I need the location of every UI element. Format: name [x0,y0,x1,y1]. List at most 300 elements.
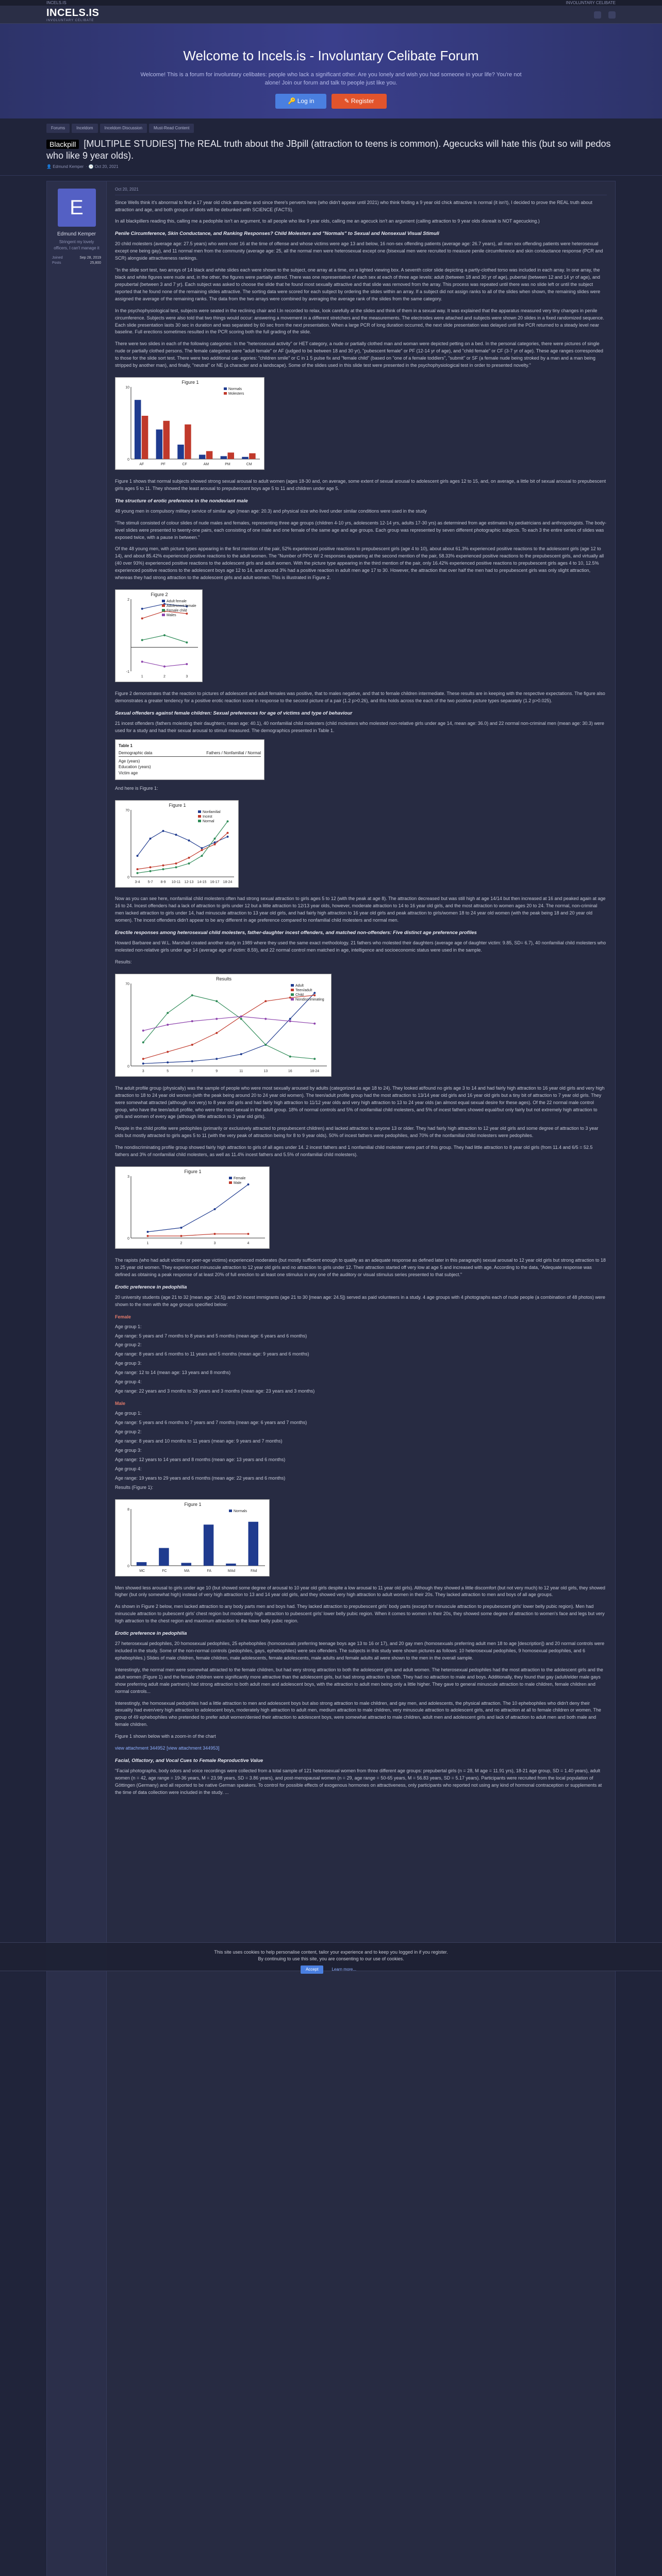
data-point [289,1055,291,1057]
data-point [289,1018,291,1020]
post-paragraph: 27 heterosexual pedophiles, 20 homosexual pedophiles, 25 ephebophiles (homosexuals preferring teenage boys age 13 to 16 or 17), and 20 gay men (homosexuals preferring adult men 18 to age [description]) and 20 normal controls were included in the study. Some of the non-normal controls (pedophiles, gays, ephebophiles) were sex offenders. The subjects in this study were shown pictures as follows: 10 heterosexual pedophiles, 9 homosexual pedophiles, and 6 ephebophiles.) Slides of male children, female children, male adolescents, female adolescents, male adults and female adults all were shown to the men in the overall sample. [115,1640,605,1660]
bar [228,453,235,460]
series-line [148,1184,249,1232]
age-group-line: Age group 2: [115,1429,142,1435]
chart-title: Figure 2 [151,592,168,598]
data-point [180,1235,183,1237]
joined-label: Joined [52,256,63,260]
posts-value: 25,800 [90,261,101,265]
data-point [227,836,229,838]
bar [185,425,191,459]
data-point [167,1050,169,1053]
x-tick-label: 2 [163,675,166,679]
data-point [227,820,229,822]
data-point [289,1020,291,1022]
breadcrumb [0,118,662,136]
table-title: Table 1 [119,743,133,748]
welcome-banner [0,24,662,118]
post-paragraph: The nondiscriminating profile group showed fairly high attraction to girls of all ages under 14. 2 incest fathers and 1 nonfamilial child molester were part of this group. They had little attraction to 8 year old girls (from 11.4 and 6/5 = 52.5 fathers and 3% of nonfamilial child molesters, as well as 11.4% incest fathers and 5.5% of nonfamilial child molesters). [115,1145,593,1158]
post-date[interactable]: Oct 20, 2021 [115,187,607,195]
y-tick-label: 70 [125,982,129,986]
data-point [264,1000,267,1002]
age-group-line: Age range: 22 years and 3 months to 28 years and 3 months (mean age: 23 years and 3 months) [115,1388,315,1394]
x-tick-label: 7 [191,1069,193,1073]
breadcrumb-item[interactable]: Inceldom Discussion [100,124,147,133]
section-heading: The structure of erotic preference in the nondeviant male [115,498,248,504]
y-tick-label: -1 [126,670,129,674]
bar [204,1524,214,1566]
legend-label: Normals [234,1509,247,1513]
data-point [240,1018,242,1020]
post-paragraph: The rapists (who had adult victims or peer-age victims) experienced moderates (but mostly sufficient enough to qualify as an adequate response as defined later in this paragraph) sexual arousal to 12 year old girls but strong attraction to 18 to 25 year old women. They experienced minuscule attraction to 12 year old girls and no attraction to girls under 12. Their attraction started off very low at age 5 and increased with age. According to the data, "Adequate response was defined as obtaining a peak response of at least 20% of full erection to at least one stimulus in any one of the auditory or visual stimulus series presented to that subject." [115,1258,606,1277]
x-tick-label: 12-13 [184,880,194,884]
section-heading: Facial, Olfactory, and Vocal Cues to Female Reproductive Value [115,1758,263,1764]
data-point [313,994,316,996]
site-logo[interactable] [46,8,99,22]
chart-title: Results [216,976,232,981]
data-point [216,1032,218,1034]
legend-swatch [291,993,294,996]
legend-swatch [162,609,165,612]
post-paragraph: 48 young men in compulsory military service of similar age (mean age: 20.3) and physical size who lived under similar conditions were used in the study [115,508,427,514]
legend-swatch [229,1181,232,1184]
x-tick-label: 1 [146,1242,149,1246]
x-tick-label: 2 [180,1242,183,1246]
legend-label: Teen/adult [295,988,312,992]
legend-swatch [162,600,165,602]
age-group-line: Age group 3: [115,1447,142,1453]
top-strip [0,0,662,6]
series-line [138,821,228,873]
register-label: Register [351,97,374,105]
data-point [163,666,166,668]
x-tick-label: 8-9 [160,880,166,884]
y-tick-label: 0 [127,1564,129,1568]
data-point [216,1000,218,1002]
age-group-line: Age group 2: [115,1342,142,1348]
legend-swatch [291,989,294,991]
chart-figure-3[interactable] [115,800,239,888]
data-point [227,832,229,834]
age-group-line: Age group 3: [115,1361,142,1366]
age-group-line: Age range: 12 to 14 (mean age: 13 years and 8 months) [115,1370,231,1376]
post-paragraph: "In the slide sort test, two arrays of 14 black and white slides each were shown to the subject, one array at a time, on a lighted viewing box. A seventh color slide depicting a partly-clothed torso was included in each array. In one array, the black and white figures were nude and, in the other, the figures were partially attired. There was one representative of each sex at each of three age levels: adult (between 18 and 30 yr of age), pubertal (between 12 and 14 yr of age), and prepubertal (between 3 and 7 yr). Each subject was asked to choose the slide that he found most sexually attractive and that slide was removed from the array. This process was repeated until there was no slide left or until the subject reported that he found none of the remaining slides attractive. The sorting data were scored for each subject by ordering the slides within an array. If a subject did not assign ranks to all of the slides when shown, the remaining slides were assigned the average of the remaining ranks. The data from the two arrays were combined by averaging the average rank of the slides from the same category. [115,267,601,301]
x-tick-label: AM [203,463,209,467]
top-strip-tagline: INVOLUNTARY CELIBATE [566,0,616,5]
post-paragraph: In the psychophysiological test, subjects were seated in the reclining chair and I.In recorded to relax, look carefully at the slides and think of them in a sexual way. It was explained that the apparatus measured very tiny changes in penile circumference. Subjects were also told that two things would occur: answering a movement in a different stretchers and the measurements. The electrodes were attached and subjects were shown 20 slides in a fixed randomized sequence. Each slide presentation lasts 30 sec in duration and was separated by 60 sec from the next presentation. When a large PCR of long duration occurred, the next slide presentation was delayed until the PCR returned to a steady level near baseline. Full erections sometimes resulted in the PCR scoring both the full grading of the slide. [115,308,604,335]
x-tick-label: 3 [213,1242,216,1246]
table-row: Age (years) [119,758,140,764]
legend-label: Adolescent female [167,604,196,608]
post-paragraph: Results (Figure 1): [115,1484,154,1490]
data-point [240,1015,242,1018]
legend-label: Incest [203,815,212,819]
table-header-right: Fathers / Nonfamilial / Normal [206,751,261,756]
top-strip-brand: INCELS.IS [46,0,67,5]
data-point [150,837,152,839]
age-group-line: Age range: 19 years to 29 years and 6 months (mean age: 22 years and 6 months) [115,1475,286,1481]
thread-date[interactable]: Oct 20, 2021 [94,164,119,170]
data-point [313,1022,316,1024]
legend-label: Adult female [167,600,187,604]
bar [135,400,141,459]
post-paragraph: Of the 48 young men, with picture types appearing in the first mention of the pair, 52% experienced positive reactions to prepubescent girls (age 4 to 10), about about 61.3% experienced positive reactions to the adolescent girls (age 12 to 14), and about 85.42% experienced positive reactions to the adult women. The "Number of PPG W/ 2 responses appearing at the second mention of the pair, 58.33% experienced positive reactions to the prepubescent girls, and virtually all (40 over 93%) experienced positive reactions to the adolescent girls and adult women. With the picture type appearing in the third mention of the pair, only 16.42% experienced positive reactions to prepubescent girls ages 4 to 10, 12.5% experienced positive reactions to the adolescent boys age 12 to 14, and around 3% had a positive reaction in adult men age 17 to 30. However, the attraction that over half the men had to prepubescent girls was only slight attraction, whereas they had strong attraction to the adolescent girls and adult women. This is illustrated in Figure 2. [115,546,604,581]
search-icon[interactable] [594,11,601,19]
data-point [163,634,166,636]
post-paragraph: Howard Barbaree and W.L. Marshall created another study in 1989 where they used the same exact methodology. 21 fathers who molested their daughters (average age of daughter victim: 9.85, SD= 6.7), 40 nonfamilial child molesters who molested non-relative girls under age 14 (average age of victim: 8.59), and 22 normal control men matched in age, intelligence and socioeconomic status were used in the sample. [115,940,606,953]
clock-icon: 🕒 [88,164,95,170]
age-group-line: Age group 4: [115,1466,142,1471]
data-point [141,617,143,619]
data-point [142,1029,144,1031]
data-point [191,1044,193,1046]
post-paragraph: People in the child profile were pedophiles (primarily or exclusively attracted to prepubescent children) and lacked attraction to anyone 13 or older. They had fairly high attraction to 12 year old girls and some degree of attraction to 3 year olds but mostly attracted to girls ages 5 to 11 (with the very peak of attraction being for 8 to 9 year olds). 50% of incest fathers were pedophiles, and 70% of the nonfamilial child molesters were pedophiles. [115,1126,599,1139]
cookie-text: This site uses cookies to help personalise content, tailor your experience and to keep you logged in if you register. [214,1950,448,1955]
bar [226,1563,236,1565]
chart-figure-6[interactable] [115,1499,270,1577]
data-point [247,1233,250,1235]
chart-title: Figure 1 [169,802,186,808]
x-tick-label: PM [225,463,230,467]
post-paragraph: Since Wells think it's abnormal to find a 17 year old chick attractive and since there's perverts here (who didn't appear until 2021) who think finding a 9 year old chick attractive is normal (it isn't), I decided to prove the REAL truth about attraction and age, and both groups of idiots will be debunked with SCIENCE (FACTS). [115,199,592,212]
data-point [142,1058,144,1060]
x-tick-label: 11 [239,1069,243,1073]
series-line [138,831,228,855]
legend-label: Male [234,1181,242,1185]
legend-swatch [224,387,227,390]
x-tick-label: 18-24 [310,1069,320,1073]
group-label: Female [115,1314,131,1319]
data-point [191,1020,193,1022]
series-line [148,1234,249,1236]
table-header [119,750,261,757]
section-heading: Sexual offenders against female children: Sexual preferences for age of victims and type of behaviour [115,710,353,716]
thread-prefix[interactable]: Blackpill [46,140,79,149]
age-group-line: Age range: 12 years to 14 years and 8 months (mean age: 13 years and 6 months) [115,1456,286,1462]
x-tick-label: 16-17 [210,880,220,884]
post-paragraph: Interestingly, the normal men were somewhat attracted to the female children, but had very strong attraction to both the adolescent girls and adult women. The heterosexual pedophiles had the most attraction to the adolescent girls and the adult women (Figure 1) and the female children were significantly more attractive than the adolescent girls, but had strong attraction to both. They had no attraction to male and boys. Additionally, they found that gay (adult/elder male gays show preferring adult male partners) had strong attraction to both adult men and adolescent boys, with the attraction to adult men being only a little higher. They gave to general minuscule attraction to male children, female children and normal controls... [115,1667,603,1694]
login-icon: 🔑 [288,97,297,105]
y-tick-label: 3 [127,1175,129,1179]
data-point [214,837,216,839]
legend-swatch [291,984,294,987]
x-tick-label: CM [246,463,252,467]
table-row: Victim age [119,770,138,775]
cookie-learn-more-link[interactable]: Learn more... [332,1967,357,1972]
series-line [143,995,315,1059]
thread-title [46,138,616,162]
logo-text: INCELS.IS [46,7,100,19]
data-point [214,1208,216,1210]
x-tick-label: MAd [227,1569,236,1573]
post-paragraph: Results: [115,959,132,964]
x-tick-label: PF [161,463,166,467]
x-tick-label: MA [184,1569,190,1573]
data-point [147,1231,149,1233]
chart-title: Figure 1 [184,1501,202,1507]
x-tick-label: 3-4 [135,880,140,884]
data-point [188,856,190,858]
bar [221,456,227,460]
series-line [143,1016,315,1030]
joined-value: Sep 28, 2019 [79,256,101,260]
series-line [143,995,315,1059]
data-point [137,868,139,870]
x-tick-label: 5 [167,1069,169,1073]
data-point [216,1018,218,1020]
author-icon: 👤 [46,164,53,170]
data-point [188,839,190,841]
data-point [175,862,177,865]
age-group-line: Age range: 8 years and 6 months to 11 years and 5 months (mean age: 9 years and 6 months) [115,1351,309,1357]
x-tick-label: 13 [263,1069,268,1073]
demographics-table [115,739,264,780]
age-group-line: Age group 1: [115,1411,142,1416]
post-paragraph: And here is Figure 1: [115,785,158,791]
legend-swatch [229,1510,232,1512]
y-tick-label: 0 [127,1237,129,1241]
data-point [175,866,177,868]
data-point [162,864,164,866]
bar [142,416,148,459]
user-stat-posts [52,261,101,266]
data-point [150,866,152,868]
data-point [175,834,177,836]
cookie-notice [0,1942,662,1971]
x-tick-label: 9 [216,1069,218,1073]
post-paragraph: As shown in Figure 2 below, men lacked attraction to any body parts men and boys had. They lacked attraction to prepubescent girls' body parts (except for minuscule attraction to prepubescent girls' lower belly pubic region). Men had minuscule attraction to pubescent girls' chest region but moderately high attraction to pubescent girls' lower belly pubic region. When it comes to women in their 20s, they showed some degree of attraction to women's face and legs but very high attraction to the chest region and maximum attraction to the lower belly pubic region. [115,1604,605,1624]
data-point [214,843,216,845]
chart-figure-4[interactable] [115,974,332,1077]
legend-label: Female [234,1177,246,1181]
bar [163,421,170,459]
username[interactable]: Edmund Kemper [57,231,96,237]
legend-label: Males [167,614,176,618]
post-paragraph: Figure 1 shown below with a zoom-in of the chart [115,1734,216,1739]
data-point [162,829,164,832]
bar [137,1562,147,1566]
data-point [313,992,316,994]
bar [206,451,213,459]
chart-figure-5[interactable] [115,1166,270,1249]
welcome-text: Welcome! This is a forum for involuntary celibates: people who lack a significant other. Are you lonely and wish you had someone in your life? You're not alone! Join our forum and talk to people just like you. [140,71,522,86]
auth-buttons [0,94,662,109]
legend-label: Adult [295,984,304,988]
bar [156,430,163,459]
breadcrumb-item[interactable]: Inceldom [72,124,97,133]
logo-subtitle: INVOLUNTARY CELIBATE [46,19,94,22]
data-point [191,1060,193,1062]
post-paragraph: In all blackpillers reading this, calling me a pedophile isn't an argument, to all people who like 9 year olds, calling me an agecuck isn't an argument (calling attraction to 9 year olds disrealt is NOT agecucking.) [115,218,540,224]
post-paragraph: "The stimuli consisted of colour slides of nude males and females, representing three age groups (children 4-10 yrs, adolescents 12-14 yrs, adults 17-30 yrs) as determined from age estimates by pediatricians and anthropologists. The body-level slides were presented to twenty-one pairs, each consisting of one male and one female of the same age and age groups. Each group was represented by seven different photographic subjects. To each 3 the entire series of slides was exposed twice, with a pause in between." [115,520,607,540]
chart-title: Figure 1 [181,380,199,385]
x-tick-label: 4 [247,1242,250,1246]
data-point [264,1044,267,1046]
data-point [191,994,193,996]
figure-caption: Figure 1 shows that normal subjects showed strong sexual arousal to adult women (ages 18-30 and, on average, some extent of sexual arousal to adolescent girls ages 12 to 15, and, on average, a little bit of sexual arousal to prepubescent girls ages 5 to 11. They showed the least arousal to prepubescent boys age 5 to 11 and children under age 5. [115,479,606,492]
y-tick-label: 0 [127,458,129,462]
x-tick-label: FC [162,1569,167,1573]
data-point [141,660,143,663]
breadcrumb-item[interactable]: Must-Read Content [149,124,194,133]
data-point [141,639,143,641]
user-title: Stringent my lovely officers, I can't manage it [54,240,100,251]
cookie-buttons [0,1965,662,1974]
bar [177,445,184,459]
section-heading: Erectile responses among heterosexual child molesters, father-daughter incest offenders, and matched non-offenders: Five distinct age preference profiles [115,930,477,936]
y-tick-label: 0 [127,1064,129,1069]
data-point [216,1058,218,1060]
welcome-title: Welcome to Incels.is - Involuntary Celibate Forum [183,48,479,63]
legend-swatch [229,1177,232,1179]
group-label: Male [115,1401,126,1406]
data-point [247,1183,250,1185]
age-group-line: Age range: 5 years and 6 months to 7 years and 7 months (mean age: 6 years and 7 months) [115,1420,307,1426]
cookie-text-consent: By continuing to use this site, you are consenting to our use of cookies. [258,1956,404,1962]
thread-title-text: [MULTIPLE STUDIES] The REAL truth about the JBpill (attraction to teens is common). Agecucks will hate this (but so will pedos who like 9 year olds). [46,138,611,161]
bar [199,455,206,459]
data-point [201,847,203,849]
posts-label: Posts [52,261,61,265]
post-paragraph: 20 university students (age 21 to 32 [mean age: 24.5]) and 20 incest immigrants (age 21 to 30 [mean age: 24.5]) served as paid volunteers in a study. 4 age groups with 4 photographs each of nude people (a combination of 48 photos) were shown to the men with the age groups specified below: [115,1294,605,1307]
legend-swatch [291,998,294,1001]
bar [249,453,256,459]
data-point [186,613,188,615]
thread-header [0,136,662,176]
user-pane [47,181,107,2576]
x-tick-label: MC [139,1569,145,1573]
login-button[interactable] [275,94,326,109]
x-tick-label: CF [182,463,187,467]
data-point [214,841,216,843]
chart-figure-1[interactable] [115,377,264,470]
age-group-line: Age range: 5 years and 7 months to 8 years and 5 months (mean age: 6 years and 6 months) [115,1333,307,1338]
bar [159,1548,169,1565]
post-paragraph: Now as you can see here, nonfamilial child molesters often had strong sexual attraction to girls ages 5 to 12 (with the peak at age 8). The attraction decreased but was still high at age 14/14 but then increased at 16 and peaked again at age 16 to 24. Incest offenders had a lack of attraction to girls under 12 but a little attraction to 12/13 year olds, however, moderate attraction to 14 to 16 year old girls, and the most attraction to women ages 20 to 24. The normal, non-criminal men lacked attraction to girls under 14, had minuscule attraction to 13 year old girls, and had fairly high attraction to 16 year old girls and peak attraction to girls/women 18 to 24 year old women (with the peak being 18 and 20 year old women). The incest offenders didn't appear to be any different in age preference compared to nonfamilial child molesters and normal men. [115,896,606,923]
legend-label: Nondiscriminating [295,997,324,1002]
chart-figure-2[interactable] [115,589,203,682]
data-point [162,868,164,870]
section-heading: Erotic preference in pedophilia [115,1284,187,1290]
table-row: Education (years) [119,765,151,770]
data-point [147,1235,149,1237]
data-point [201,849,203,851]
age-group-line: Age group 1: [115,1324,142,1329]
legend-swatch [224,392,227,395]
data-point [214,1233,216,1235]
thread-meta: 👤 Edmund Kemper · 🕒 Oct 20, 2021 [46,164,119,170]
user-stat-joined [52,256,101,261]
register-button[interactable] [332,94,386,109]
data-point [186,663,188,665]
legend-label: Child [295,993,304,997]
data-point [180,1227,183,1229]
y-tick-label: 8 [127,1507,129,1512]
female-age-groups [115,1314,607,1396]
series-line [143,993,315,1063]
data-point [167,1012,169,1014]
data-point [240,1053,242,1055]
legend-label: Normal [203,819,214,823]
age-group-line: Age group 4: [115,1379,142,1385]
x-tick-label: 3 [142,1069,144,1073]
data-point [201,855,203,857]
menu-icon[interactable] [608,11,616,19]
post-paragraph: "Facial photographs, body odors and voice recordings were collected from a total sample of 121 heterosexual women from three different age groups: prepubertal girls (n = 28, M age = 11.91 yrs), 18-21 age group, SD = 1.40 years), adult women (n = 42, age range = 19-36 years, M = 23.98 years, SD = 3.86 years), and post-menopausal women (n = 29, age range = 50-65 years, M = 56.83 years, SD = 5.17 years). Participants were recruited from the local population of Göttingen (Germany) and all reported to be native German speakers. To control for possible effects of exogenous hormones on attractiveness, only participants who reported not using any kind of hormonal contraception or supplements at the time of data collection were included in the study. ... [115,1768,602,1795]
x-tick-label: FA [207,1569,211,1573]
chart-title: Figure 1 [184,1169,202,1175]
data-point [141,608,143,610]
legend-swatch [162,604,165,607]
x-tick-label: FAd [251,1569,257,1573]
data-point [167,1061,169,1063]
post-paragraph: 21 incest offenders (fathers molesting their daughters; mean age: 40.1), 40 nonfamilial child molesters (child molesters who molested non-relative girls under age 14, mean age: 36.0) and 22 normal non-criminal men (mean age: 30.3) were used for a study and had their sexual arousal to stimuli measured. The demographics presented in Table 1. [115,720,604,733]
register-icon: ✎ [344,97,351,105]
y-tick-label: 0 [127,875,129,879]
data-point [137,855,139,857]
post-paragraph: 20 child molesters (average age: 27.5 years) who were over 16 at the time of offense and whose victims were age 13 and below, 16 non-sex offending patients (average age: 26.7 years), all men sex offending patients were heterosexual except one being gay), and 11 normal men from the community (average age: 25, all the normal men were heterosexual except one (bisexual men were recruited to measure penile circumference and skin conductance response (PCR and SCR) alongside attractiveness rankings. [115,241,603,261]
x-tick-label: 5-7 [147,880,153,884]
x-tick-label: 14-15 [197,880,207,884]
legend-swatch [162,614,165,616]
data-point [186,641,188,643]
y-tick-label: 2 [127,598,129,602]
table-header-left: Demographic data [119,751,153,756]
x-tick-label: 1 [141,675,143,679]
data-point [313,1058,316,1060]
legend-label: Normals [228,387,242,392]
post [46,181,616,2576]
section-heading: Erotic preference in pedophilia [115,1631,187,1637]
bar [242,457,249,459]
data-point [264,1018,267,1020]
legend-label: Molesters [228,392,244,396]
data-point [188,862,190,865]
data-point [137,872,139,874]
legend-label: Nonfamilial [203,810,221,814]
post-paragraph: There were two slides in each of the following categories: In the "heterosexual activity" or HET category, a nude or partially clothed man and woman were depicted petting on a bed. In the personal categories, there were pictures of single nude or partially clothed persons. The female categories were "adult female" or AF (judged to be between 18 and 30 yr), "pubescent female" or PF (12-14 yr of age), and "child female" or CF (3-7 yr of age). These age ranges corresponded to those for the slide sort test. There were two additional cat- egories: "children smile" or C in 1 5 pulse fix and "female child" (based on "one of a female toddlers", "submit" or SF (a female nude being stroked by a man and a man being stripped by another man), and finally, "neutral" or NE (a character and a landscape). Some of the slides used in this slide test were presented in the psychophysiological test in order to presented novelty." [115,341,603,368]
breadcrumb-item[interactable]: Forums [46,124,70,133]
thread-author[interactable]: Edmund Kemper [53,164,84,170]
login-label: Log in [297,97,315,105]
attachment-link[interactable]: view attachment 344952 [view attachment 344953] [115,1745,220,1751]
post-paragraph: Men showed less arousal to girls under age 10 (but showed some degree of arousal to 10 year old girls despite a low arousal to 11 year old girls). Although they showed a little discomfort (but not very much) to 12 year old girls, they showed higher (but only somewhat high) instead of very high attraction to 13 and 14 year old girls, and they showed very high attraction to adult women in their 20s. They lacked attraction to men and boys of all age groups. [115,1585,605,1598]
y-tick-label: 70 [125,808,129,812]
male-age-groups [115,1400,607,1482]
x-tick-label: 18-24 [223,880,233,884]
legend-label: Female child [167,609,187,613]
avatar[interactable]: E [58,189,96,227]
x-tick-label: 3 [186,675,188,679]
bar [181,1563,192,1566]
series-line [142,635,187,642]
y-tick-label: 10 [125,386,129,390]
legend-swatch [198,820,201,822]
figure-caption: Figure 2 demonstrates that the reaction to pictures of adolescent and adult females was positive, that to males negative, and that to female children intermediate. These results are in keeping with the respective expectations. The figure also demonstrates a greater tendency for a positive erotic reaction score in response to the second picture of a pair (1.2 p>0.26), and this holds across the each of the two positive picture types separately (1.2 p>0.025). [115,691,605,704]
age-group-line: Age range: 8 years and 10 months to 11 years (mean age: 9 years and 7 months) [115,1438,283,1444]
post-paragraph: The adult profile group (physically) was the sample of people who were most sexually aroused by adults (categorized as age 18 to 24). They looked at/found no girls age 3 to 14 and had fairly high attraction to 16 year old girls and very high attraction to 18 to 24 year old women (with the peak being around 20 to 24 year old women). The teen/adult profile group had the most attraction to 13/14 year old girls and 16 year old girls but a tiny bit of attraction to 7 year old girls. They were somewhat attracted (although not very) to 8 year old girls and had fairly high attraction to 11/12 year olds and very high attraction to 13 to 24 year olds (an almost equal sexual desire for these ages). Of the 22 normal male control group, who have the teen/adult profile, who were the most sexual in the adult group. 18% of normal controls and 5% of nonfamilial child molesters, and 5% of incest fathers showed equal/but only fairly but not extremely high attraction to girls and women of every age (although little attraction to 3 year old girls). [115,1085,605,1120]
section-heading: Penile Circumference, Skin Conductance, and Ranking Responses? Child Molesters and "Normals" to Sexual and Nonsexual Visual Stimuli [115,231,439,237]
post-paragraph: Interestingly, the homosexual pedophiles had a little attraction to men and adolescent boys but also strong attraction to male children, and gay men, and adolescents, the physical attraction. The 10 ephebophiles who didn't deny their sexuality had even/very high attraction to adolescent boys, moderately high attraction to adult men, medium attraction to male children, very minuscule attraction to adolescent girls, and no attraction at all to female children or women. The group of 49 ephebophiles who pretended to prefer adult women/denied their attraction to adolescent boys, were somewhat attracted to male children, adult men and adolescent girls and lack of attraction to adult men and both male and female children. [115,1700,601,1727]
x-tick-label: AF [139,463,144,467]
data-point [167,1024,169,1026]
data-point [142,1062,144,1064]
legend-swatch [198,815,201,818]
cookie-accept-button[interactable]: Accept [301,1965,323,1974]
x-tick-label: 16 [288,1069,292,1073]
x-tick-label: 10-11 [171,880,181,884]
legend-swatch [198,810,201,813]
